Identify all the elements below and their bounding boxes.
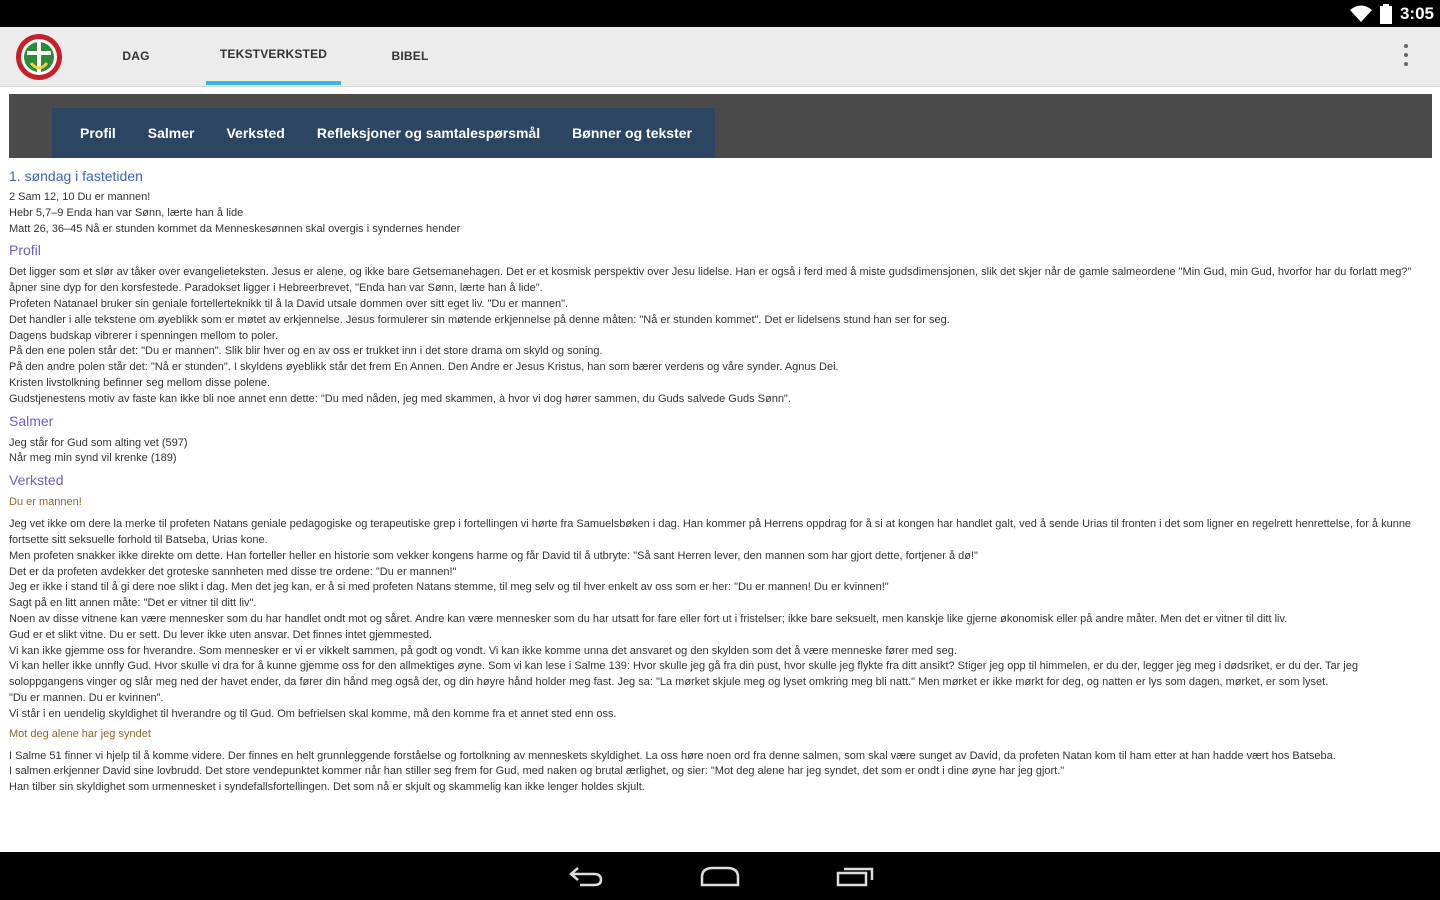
reading: Matt 26, 36–45 Nå er stunden kommet da Menneskesønnen skal overgis i syndernes hender: [9, 222, 461, 235]
nav-link-verksted[interactable]: Verksted: [226, 125, 285, 141]
paragraph: Dagens budskap vibrerer i spenningen mellom to poler.: [9, 329, 279, 342]
wifi-icon: [1350, 5, 1372, 23]
paragraph: I Salme 51 finner vi hjelp til å komme videre. Der finnes en helt grunnleggende forståelse og fortolkning av menneskets skyldighet. La oss høre noen ord fra denne salmen, som skal være sunget av David, da profeten Natan kom til ham etter at han hadde vært hos Batseba.: [9, 749, 1336, 762]
app-logo-icon[interactable]: [15, 33, 63, 81]
readings: [9, 190, 1431, 237]
paragraph: "Du er mannen. Du er kvinnen".: [9, 691, 164, 704]
tab-label: TEKSTVERKSTED: [219, 47, 328, 61]
webview[interactable]: [0, 88, 1440, 852]
recents-icon: [836, 865, 876, 887]
paragraph: I salmen erkjenner David sine lovbrudd. Det store vendepunktet kommer når han stiller seg frem for Gud, med naken og brutal ærlighet, og sier: "Mot deg alene har jeg syndet, det som er ondt i dine øyne har jeg gjort.": [9, 765, 1065, 778]
paragraph: Kristen livstolkning befinner seg mellom disse polene.: [9, 376, 271, 389]
reading: Hebr 5,7–9 Enda han var Sønn, lærte han å lide: [9, 206, 244, 219]
home-button[interactable]: [698, 862, 742, 890]
nav-link-refleksjoner[interactable]: Refleksjoner og samtalespørsmål: [316, 125, 541, 141]
paragraph: Gud er et slikt vitne. Du er sett. Du lever ikke uten ansvar. Det finnes intet gjemmested.: [9, 628, 433, 641]
paragraph: På den andre polen står det: "Nå er stunden". I skyldens øyeblikk står det frem En Annen. Den Andre er Jesus Kristus, han som bærer verdens og våre synder. Agnus Dei.: [9, 361, 839, 374]
paragraph: Noen av disse vitnene kan være mennesker som du har handlet ondt mot og såret. Andre kan være mennesker som du har utsatt for fare eller fort ut i fristelser; ikke bare seksuelt, men kanskje like gjerne økonomisk eller på andre måter. Men det er vitner til ditt liv.: [9, 612, 1288, 625]
recents-button[interactable]: [835, 862, 877, 890]
nav-link-salmer[interactable]: Salmer: [147, 125, 195, 141]
paragraph: Det handler i alle tekstene om øyeblikk som er møtet av erkjennelse. Jesus formulerer sin møtende erkjennelse på denne måten: "Nå er stunden kommet". Det er lidelsens stund han ser for seg.: [9, 313, 950, 326]
tab-label: DAG: [122, 49, 150, 63]
hymn-item: Jeg står for Gud som alting vet (597): [9, 436, 188, 449]
profil-section: [9, 265, 1431, 407]
paragraph: Gudstjenestens motiv av faste kan ikke bli noe annet enn dette: "Du med nåden, jeg med skammen, à hvor vi dog hører sammen, du Guds salvede Guds Sønn".: [9, 392, 791, 405]
nav-link-profil[interactable]: Profil: [80, 125, 116, 141]
reading: 2 Sam 12, 10 Du er mannen!: [9, 191, 151, 203]
verksted-section-2: [9, 749, 1431, 796]
paragraph: Det er da profeten avdekker det groteske sannheten med disse tre ordene: "Du er mannen!": [9, 565, 457, 578]
web-nav-wrapper: [9, 94, 1432, 158]
verksted-section: [9, 517, 1431, 722]
back-button[interactable]: [566, 862, 606, 890]
paragraph: Jeg er ikke i stand til å gi dere noe slikt i dag. Men det jeg kan, er å si med profeten Natans stemme, til meg selv og til hver enkelt av oss som er her: "Du er mannen! Du er kvinnen!": [9, 581, 889, 594]
paragraph: Vi står i en uendelig skyldighet til hverandre og til Gud. Om befrielsen skal komme, må den komme fra et annet sted enn oss.: [9, 707, 617, 720]
clock: 3:05: [1399, 3, 1434, 23]
subheading: Du er mannen!: [9, 496, 82, 509]
tab-tekstverksted[interactable]: [206, 27, 341, 85]
paragraph: Det ligger som et slør av tåker over evangelieteksten. Jesus er alene, og ikke bare Getsemanehagen. Det er et kosmisk perspektiv over Jesu lidelse. Han er også i ferd med å miste gudsdimensjonen, slik det skjer når de gamle salmeordene "Min Gud, min Gud, hvorfor har du forlatt meg?" åpner sine dyp for den korsfestede. Paradokset ligger i Hebreerbrevet, "Enda han var Sønn, lærte han å lide".: [9, 266, 1412, 295]
status-bar: [0, 0, 1440, 27]
hymn-item: Når meg min synd vil krenke (189): [9, 452, 177, 465]
overflow-menu-icon[interactable]: [1396, 44, 1416, 70]
tab-label: BIBEL: [391, 49, 429, 63]
system-nav-bar: [0, 852, 1440, 900]
paragraph: Vi kan ikke gjemme oss for hverandre. Som mennesker er vi er vikkelt sammen, på godt og vondt. Vi kan ikke komme unna det ansvaret og den skylden som det å være menneske fører med seg.: [9, 644, 957, 657]
page-title: 1. søndag i fastetiden: [9, 168, 143, 184]
section-heading-profil: Profil: [9, 242, 41, 259]
paragraph: Jeg vet ikke om dere la merke til profeten Natans geniale pedagogiske og terapeutiske grep i fortellingen vi hørte fra Samuelsbøken i dag. Han kommer på Herrens oppdrag for å si at kongen har handlet galt, ved å sende Urias til fronten i det som ligner en regelrett henrettelse, for å kunne fortsette sitt seksuelle forhold til Batseba, Urias kone.: [9, 518, 1412, 546]
battery-icon: [1380, 4, 1392, 24]
paragraph: Vi kan heller ikke unnfly Gud. Hvor skulle vi dra for å kunne gjemme oss for den allmektiges øyne. Som vi kan lese i Salme 139: Hvor skulle jeg gå fra din pust, hvor skulle jeg flykte fra ditt ansikt? Stiger jeg opp til himmelen, er du der, legger jeg meg i dødsriket, er du der. Tar jeg soloppgangens vinger og slår meg ned der havet ender, da fører din hånd meg også der, og din høyre hånd holder meg fast. Jeg sa: "La mørket skjule meg og lyset omkring meg bli natt." Men mørket er ikke mørkt for deg, og natten er lys som dagen, mørket, er som lyset.: [9, 660, 1358, 689]
subheading: Mot deg alene har jeg syndet: [9, 727, 151, 740]
paragraph: Sagt på en litt annen måte: "Det er vitner til ditt liv".: [9, 597, 257, 610]
paragraph: Han tilber sin skyldighet som urmennesket i syndefallsfortellingen. Det som nå er skjult og skammelig kan ikke lenger holdes skjult.: [9, 781, 645, 794]
tab-bibel[interactable]: [375, 27, 445, 85]
paragraph: På den ene polen står det: "Du er mannen". Slik blir hver og en av oss er trukket inn i det store drama om skyld og soning.: [9, 345, 603, 358]
section-heading-verksted: Verksted: [9, 472, 64, 489]
paragraph: Profeten Natanael bruker sin geniale fortellerteknikk til å la David utsale dommen over sitt eget liv. "Du er mannen".: [9, 297, 569, 310]
section-heading-salmer: Salmer: [9, 412, 54, 429]
salmer-section: [9, 436, 1431, 468]
back-icon: [568, 865, 604, 887]
app-bar: [0, 27, 1440, 87]
paragraph: Men profeten snakker ikke direkte om dette. Han forteller heller en historie som vekker kongens harme og får David til å utbryte: "Så sant Herren lever, den mannen som har gjort dette, fortjener å dø!": [9, 549, 978, 562]
article: [9, 166, 1431, 800]
tab-dag[interactable]: [100, 27, 172, 85]
nav-link-bonner[interactable]: Bønner og tekster: [572, 125, 692, 141]
web-nav: [52, 108, 715, 158]
home-icon: [699, 865, 741, 887]
